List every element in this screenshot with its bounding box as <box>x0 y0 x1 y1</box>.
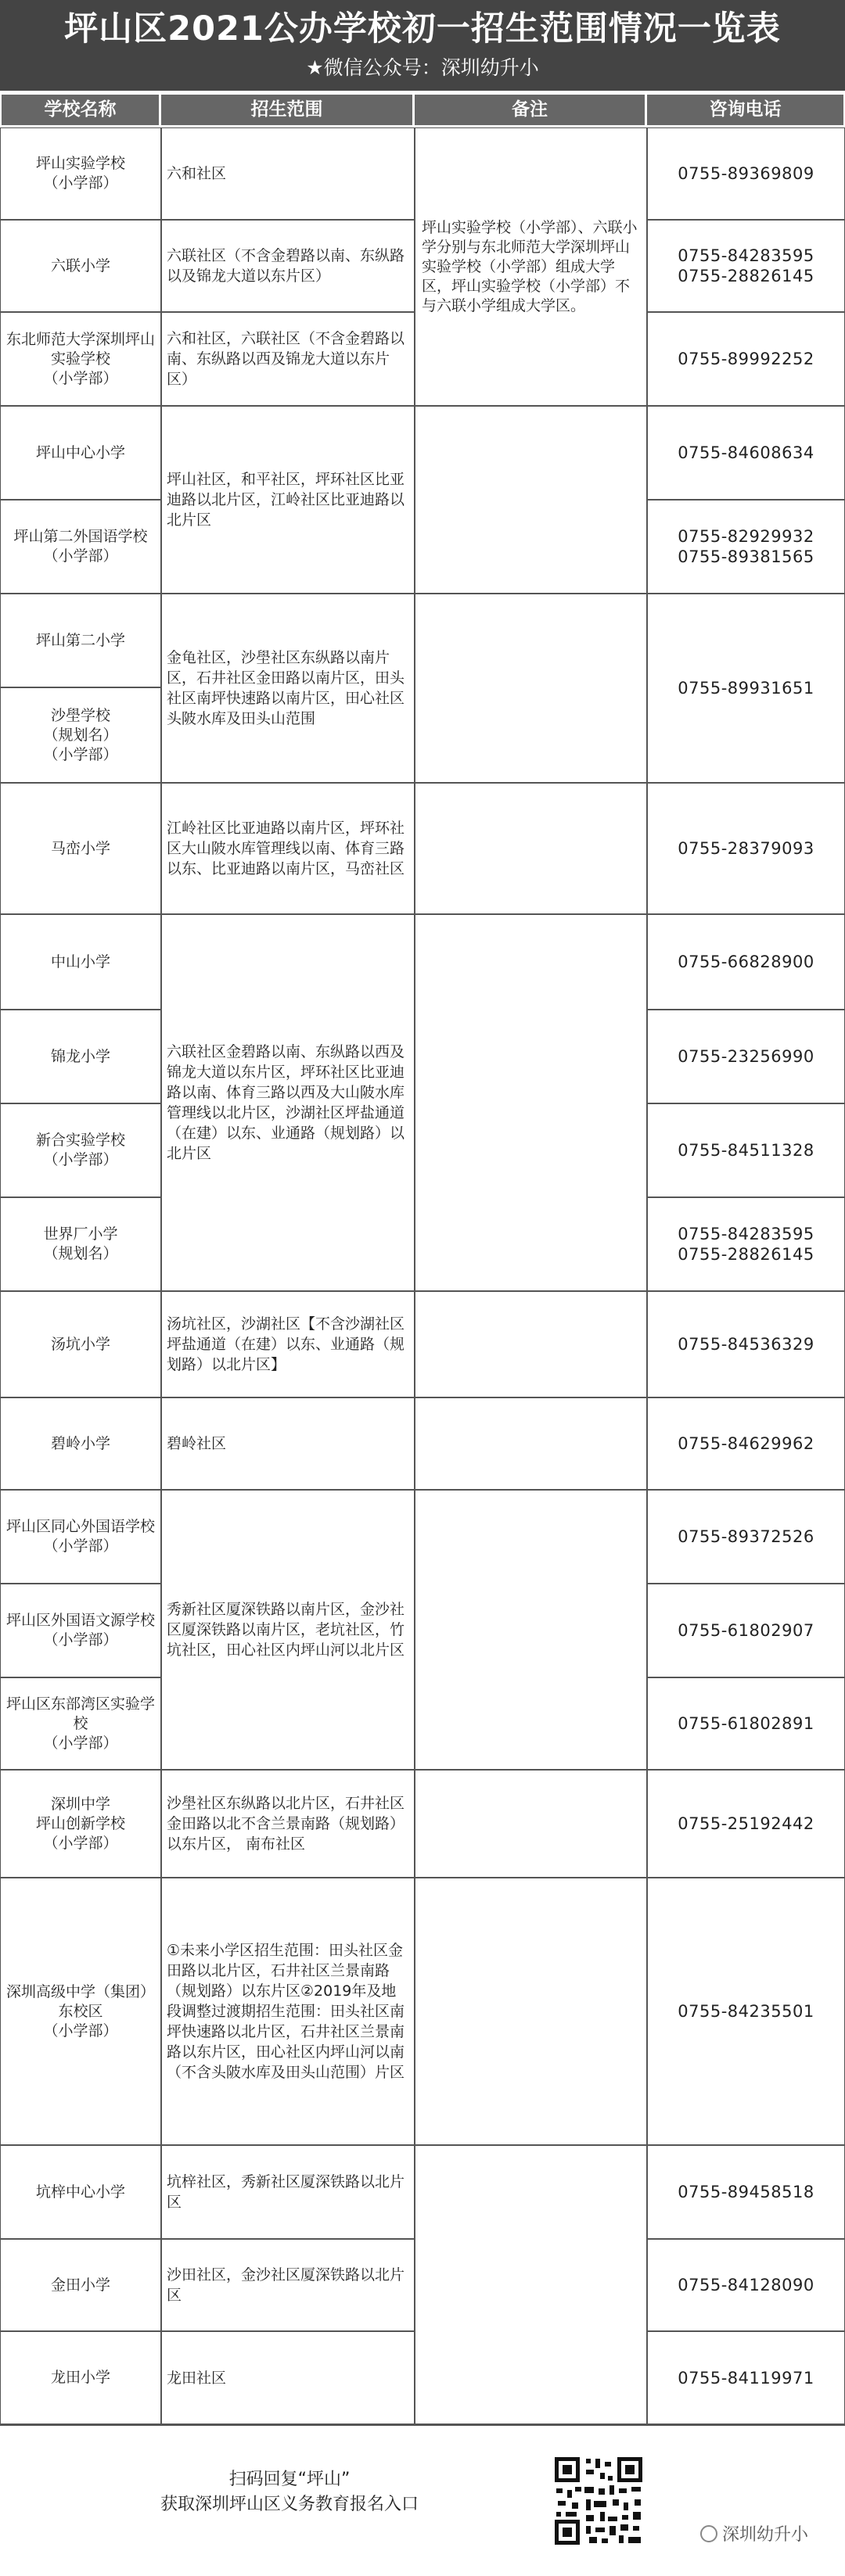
school-name: 马峦小学 <box>0 783 161 914</box>
remark-cell-empty <box>415 783 647 914</box>
remark-cell-empty <box>415 1490 647 1770</box>
phone-number: 0755-89931651 <box>647 594 845 783</box>
wechat-icon <box>700 2525 717 2542</box>
header-banner <box>0 0 845 91</box>
enrollment-range: ①未来小学区招生范围：田头社区金田路以北片区，石井社区兰景南路（规划路）以东片区②2019年及地段调整过渡期招生范围：田头社区南坪快速路以北片区，石井社区兰景南路以东片区，田心社区内坪山河以南（不含头陂水库及田头山范围）片区 <box>161 1878 415 2145</box>
school-name: 坪山第二外国语学校（小学部） <box>0 500 161 594</box>
remark-cell: 坪山实验学校（小学部）、六联小学分别与东北师范大学深圳坪山实验学校（小学部）组成大学区，坪山实验学校（小学部）不与六联小学组成大学区。 <box>415 127 647 406</box>
school-name: 世界厂小学 （规划名） <box>0 1197 161 1291</box>
school-name: 中山小学 <box>0 914 161 1010</box>
enrollment-range: 六联社区（不含金碧路以南、东纵路以及锦龙大道以东片区） <box>161 220 415 312</box>
school-name: 坪山区同心外国语学校（小学部） <box>0 1490 161 1584</box>
phone-number: 0755-89369809 <box>647 127 845 220</box>
remark-cell-empty <box>415 914 647 1291</box>
remark-cell-empty <box>415 1397 647 1490</box>
phone-number: 0755-84283595 0755-28826145 <box>647 1197 845 1291</box>
remark-cell-empty <box>415 1878 647 2145</box>
footer <box>0 2424 845 2576</box>
phone-number: 0755-66828900 <box>647 914 845 1010</box>
school-name: 锦龙小学 <box>0 1010 161 1103</box>
school-name: 沙壆学校 （规划名） （小学部） <box>0 687 161 783</box>
phone-number: 0755-61802891 <box>647 1677 845 1770</box>
enrollment-range: 坪山社区，和平社区，坪环社区比亚迪路以北片区，江岭社区比亚迪路以北片区 <box>161 406 415 594</box>
phone-number: 0755-84608634 <box>647 406 845 500</box>
brand-name: 深圳幼升小 <box>722 2525 809 2545</box>
school-name: 坪山实验学校 （小学部） <box>0 127 161 220</box>
enrollment-range: 金龟社区，沙壆社区东纵路以南片区，石井社区金田路以南片区，田头社区南坪快速路以南片区，田心社区头陂水库及田头山范围 <box>161 594 415 783</box>
remark-cell-empty <box>415 2145 647 2424</box>
enrollment-range: 六和社区 <box>161 127 415 220</box>
phone-number: 0755-84283595 0755-28826145 <box>647 220 845 312</box>
school-name: 东北师范大学深圳坪山实验学校 （小学部） <box>0 312 161 406</box>
school-name: 新合实验学校 （小学部） <box>0 1103 161 1197</box>
enrollment-range: 坑梓社区，秀新社区厦深铁路以北片区 <box>161 2145 415 2239</box>
enrollment-range: 汤坑社区，沙湖社区【不含沙湖社区坪盐通道（在建）以东、业通路（规划路）以北片区】 <box>161 1291 415 1397</box>
remark-cell-empty <box>415 406 647 594</box>
enrollment-range: 龙田社区 <box>161 2331 415 2424</box>
enrollment-range: 江岭社区比亚迪路以南片区，坪环社区大山陂水库管理线以南、体育三路以东、比亚迪路以南片区，马峦社区 <box>161 783 415 914</box>
school-name: 坑梓中心小学 <box>0 2145 161 2239</box>
school-name: 汤坑小学 <box>0 1291 161 1397</box>
col-header-school: 学校名称 <box>2 95 159 125</box>
school-name: 龙田小学 <box>0 2331 161 2424</box>
remark-cell-empty <box>415 1291 647 1397</box>
school-name: 坪山区东部湾区实验学校 （小学部） <box>0 1677 161 1770</box>
school-name: 深圳高级中学（集团）东校区 （小学部） <box>0 1878 161 2145</box>
school-name: 深圳中学 坪山创新学校 （小学部） <box>0 1770 161 1878</box>
school-name: 坪山区外国语文源学校（小学部） <box>0 1584 161 1677</box>
col-header-note: 备注 <box>415 95 645 125</box>
col-header-phone: 咨询电话 <box>647 95 843 125</box>
phone-number: 0755-82929932 0755-89381565 <box>647 500 845 594</box>
phone-number: 0755-89992252 <box>647 312 845 406</box>
phone-number: 0755-61802907 <box>647 1584 845 1677</box>
phone-number: 0755-84128090 <box>647 2239 845 2331</box>
school-name: 金田小学 <box>0 2239 161 2331</box>
enrollment-range: 沙壆社区东纵路以北片区，石井社区金田路以北不含兰景南路（规划路）以东片区， 南布社区 <box>161 1770 415 1878</box>
page-title: 坪山区2021公办学校初一招生范围情况一览表 <box>64 9 781 48</box>
school-name: 六联小学 <box>0 220 161 312</box>
phone-number: 0755-28379093 <box>647 783 845 914</box>
remark-cell-empty <box>415 594 647 783</box>
phone-number: 0755-84536329 <box>647 1291 845 1397</box>
wechat-brand <box>700 2521 808 2546</box>
remark-cell-empty <box>415 1770 647 1878</box>
qr-code[interactable] <box>552 2454 645 2548</box>
phone-number: 0755-84119971 <box>647 2331 845 2424</box>
footer-scan-instruction: 扫码回复“坪山” <box>228 2470 351 2489</box>
phone-number: 0755-84235501 <box>647 1878 845 2145</box>
phone-number: 0755-25192442 <box>647 1770 845 1878</box>
enrollment-range: 沙田社区，金沙社区厦深铁路以北片区 <box>161 2239 415 2331</box>
footer-entry-text: 获取深圳坪山区义务教育报名入口 <box>160 2495 419 2514</box>
enrollment-range: 碧岭社区 <box>161 1397 415 1490</box>
phone-number: 0755-84629962 <box>647 1397 845 1490</box>
school-name: 坪山第二小学 <box>0 594 161 687</box>
wechat-subtitle: ★微信公众号：深圳幼升小 <box>306 56 539 79</box>
enrollment-range: 秀新社区厦深铁路以南片区，金沙社区厦深铁路以南片区，老坑社区，竹坑社区，田心社区内坪山河以北片区 <box>161 1490 415 1770</box>
phone-number: 0755-84511328 <box>647 1103 845 1197</box>
enrollment-range: 六联社区金碧路以南、东纵路以西及锦龙大道以东片区，坪环社区比亚迪路以南、体育三路以西及大山陂水库管理线以北片区，沙湖社区坪盐通道（在建）以东、业通路（规划路）以北片区 <box>161 914 415 1291</box>
school-name: 坪山中心小学 <box>0 406 161 500</box>
col-header-range: 招生范围 <box>161 95 412 125</box>
phone-number: 0755-23256990 <box>647 1010 845 1103</box>
phone-number: 0755-89458518 <box>647 2145 845 2239</box>
enrollment-range: 六和社区，六联社区（不含金碧路以南、东纵路以西及锦龙大道以东片区） <box>161 312 415 406</box>
school-name: 碧岭小学 <box>0 1397 161 1490</box>
phone-number: 0755-89372526 <box>647 1490 845 1584</box>
